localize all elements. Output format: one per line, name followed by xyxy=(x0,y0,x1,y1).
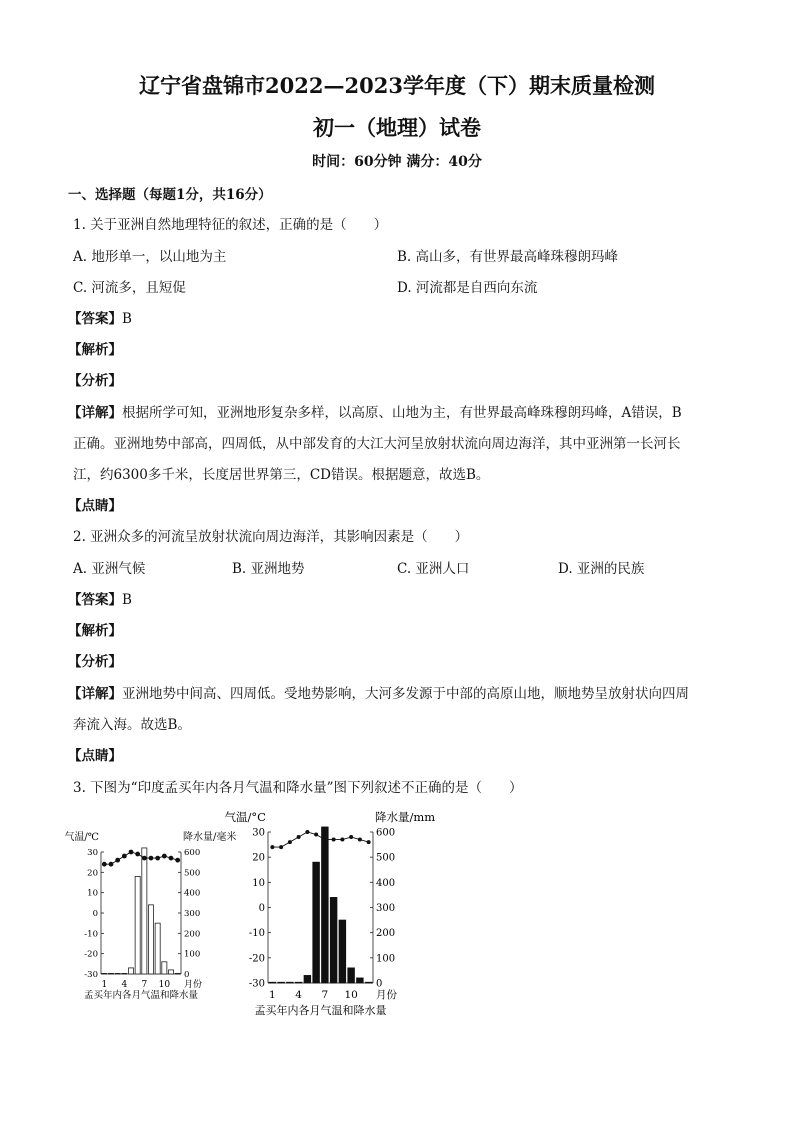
temp-tick-label: -20 xyxy=(248,953,265,965)
precip-tick-label: 200 xyxy=(184,929,201,940)
answer-value: B xyxy=(122,592,132,608)
precip-bar xyxy=(339,920,346,983)
precip-bar xyxy=(330,897,337,983)
precip-bar xyxy=(278,982,285,983)
x-axis-label: 月份 xyxy=(184,980,203,990)
precip-bar xyxy=(102,973,107,974)
precip-bar xyxy=(269,982,276,983)
x-tick-label: 10 xyxy=(344,989,358,1001)
temp-tick-label: -30 xyxy=(84,969,98,980)
precip-bar xyxy=(348,968,355,983)
question-1-stem: 1. 关于亚洲自然地理特征的叙述，正确的是（ ） xyxy=(73,217,388,233)
temperature-point xyxy=(349,835,353,839)
answer-tag: 【答案】 xyxy=(68,592,122,608)
precip-bar xyxy=(162,962,167,974)
detail-text: 根据所学可知，亚洲地形复杂多样，以高原、山地为主，有世界最高峰珠穆朗玛峰，A错误，B xyxy=(122,405,682,421)
precip-tick-label: 400 xyxy=(184,888,201,899)
temp-tick-label: -30 xyxy=(248,978,265,990)
temp-tick-label: -20 xyxy=(84,949,98,960)
detail-tag: 【详解】 xyxy=(68,686,122,702)
q1-fenxi: 【分析】 xyxy=(68,373,122,389)
temperature-point xyxy=(122,854,127,859)
x-tick-label: 4 xyxy=(295,989,302,1001)
precip-bar xyxy=(115,973,120,974)
q2-fenxi: 【分析】 xyxy=(68,654,122,670)
temp-tick-label: -10 xyxy=(84,929,98,940)
temperature-point xyxy=(162,854,167,859)
temp-tick-label: 30 xyxy=(252,827,265,839)
precip-bar xyxy=(295,982,302,983)
q2-option-d: D. 亚洲的民族 xyxy=(558,561,645,577)
precip-bar xyxy=(313,862,320,983)
q1-detail-line-2: 正确。亚洲地势中部高，四周低，从中部发育的大江大河呈放射状流向周边海洋，其中亚洲第一长河长 xyxy=(73,436,681,452)
precip-bar xyxy=(365,982,372,983)
precip-axis-label: 降水量/mm xyxy=(375,810,436,824)
q1-detail-line-3: 江，约6300多千米，长度居世界第三，CD错误。根据题意，故选B。 xyxy=(73,467,490,483)
q2-dianjing: 【点睛】 xyxy=(68,748,122,764)
temperature-line xyxy=(104,852,177,864)
question-3-stem: 3. 下图为“印度孟买年内各月气温和降水量”图下列叙述不正确的是（ ） xyxy=(73,780,523,796)
x-tick-label: 10 xyxy=(158,980,171,990)
temperature-point xyxy=(332,838,336,842)
temp-tick-label: 20 xyxy=(87,868,98,879)
temp-tick-label: -10 xyxy=(248,928,265,940)
temp-tick-label: 20 xyxy=(252,852,265,864)
temp-tick-label: 30 xyxy=(87,847,98,858)
precip-tick-label: 600 xyxy=(184,847,201,858)
precip-bar xyxy=(122,973,127,974)
temperature-point xyxy=(270,845,274,849)
x-tick-label: 1 xyxy=(101,980,108,990)
temperature-point xyxy=(175,858,180,863)
precip-tick-label: 400 xyxy=(376,877,396,889)
temperature-point xyxy=(102,862,107,867)
temperature-point xyxy=(109,862,114,867)
temperature-point xyxy=(367,840,371,844)
precip-bar xyxy=(357,978,364,983)
precip-bar xyxy=(148,905,153,974)
q1-option-a: A. 地形单一，以山地为主 xyxy=(73,249,227,265)
temperature-point xyxy=(358,838,362,842)
precip-tick-label: 0 xyxy=(376,978,383,990)
precip-tick-label: 100 xyxy=(184,949,201,960)
temperature-point xyxy=(340,838,344,842)
q2-option-c: C. 亚洲人口 xyxy=(397,561,470,577)
precip-tick-label: 300 xyxy=(184,908,201,919)
q1-jiexi: 【解析】 xyxy=(68,342,122,358)
precip-tick-label: 200 xyxy=(376,928,396,940)
temperature-point xyxy=(314,833,318,837)
q2-answer xyxy=(68,588,132,608)
temp-tick-label: 0 xyxy=(92,908,98,919)
x-tick-label: 7 xyxy=(141,980,148,990)
chart-title: 孟买年内各月气温和降水量 xyxy=(254,1004,387,1017)
precip-bar xyxy=(108,973,113,974)
temperature-point xyxy=(288,840,292,844)
question-2-stem: 2. 亚洲众多的河流呈放射状流向周边海洋，其影响因素是（ ） xyxy=(73,529,469,545)
page-title: 辽宁省盘锦市2022—2023学年度（下）期末质量检测 xyxy=(139,73,655,98)
q1-option-d: D. 河流都是自西向东流 xyxy=(397,280,538,296)
temperature-point xyxy=(305,830,309,834)
detail-tag: 【详解】 xyxy=(68,405,122,421)
precip-tick-label: 500 xyxy=(184,868,201,879)
temperature-point xyxy=(142,856,147,861)
temperature-point xyxy=(155,856,160,861)
q1-detail-line-1 xyxy=(68,401,682,421)
q1-answer xyxy=(68,307,132,327)
q2-jiexi: 【解析】 xyxy=(68,623,122,639)
temp-tick-label: 10 xyxy=(87,888,98,899)
q2-option-b: B. 亚洲地势 xyxy=(232,561,305,577)
precip-tick-label: 100 xyxy=(376,953,396,965)
time-info: 时间：60分钟 满分：40分 xyxy=(312,154,482,170)
temperature-point xyxy=(297,835,301,839)
precip-tick-label: 0 xyxy=(184,969,190,980)
temperature-line xyxy=(272,832,368,847)
temperature-point xyxy=(115,858,120,863)
precip-axis-label: 降水量/毫米 xyxy=(183,832,237,843)
chart-title: 孟买年内各月气温和降水量 xyxy=(83,990,199,1001)
temperature-point xyxy=(135,852,140,857)
precip-tick-label: 300 xyxy=(376,903,396,914)
x-axis-label: 月份 xyxy=(376,989,397,1001)
x-tick-label: 4 xyxy=(121,980,128,990)
q2-detail-line-2: 奔流入海。故选B。 xyxy=(73,717,191,733)
precip-bar xyxy=(304,975,311,983)
precip-bar xyxy=(135,876,140,974)
q1-dianjing: 【点睛】 xyxy=(68,498,122,514)
temperature-point xyxy=(279,845,283,849)
temperature-point xyxy=(129,850,134,855)
temp-tick-label: 0 xyxy=(258,903,265,914)
temperature-point xyxy=(323,838,327,842)
temperature-point xyxy=(149,856,154,861)
answer-tag: 【答案】 xyxy=(68,311,122,327)
precip-bar xyxy=(155,923,160,974)
climate-chart-left xyxy=(64,828,237,1008)
x-tick-label: 1 xyxy=(269,989,276,1001)
precip-bar xyxy=(287,982,294,983)
precip-bar xyxy=(128,968,133,974)
q2-detail-line-1 xyxy=(68,682,689,702)
precip-bar xyxy=(168,970,173,974)
climate-chart-right xyxy=(224,805,438,1020)
page-subtitle: 初一（地理）试卷 xyxy=(313,115,481,140)
temperature-point xyxy=(169,856,174,861)
q1-option-c: C. 河流多，且短促 xyxy=(73,280,186,296)
precip-tick-label: 500 xyxy=(376,852,396,864)
temp-axis-label: 气温/°C xyxy=(224,810,266,824)
section-heading: 一、选择题（每题1分，共16分） xyxy=(68,187,272,203)
precip-bar xyxy=(142,848,147,974)
q1-option-b: B. 高山多，有世界最高峰珠穆朗玛峰 xyxy=(397,249,619,265)
answer-value: B xyxy=(122,311,132,327)
precip-bar xyxy=(175,973,180,974)
precip-bar xyxy=(322,827,329,983)
x-tick-label: 7 xyxy=(321,989,329,1001)
temp-tick-label: 10 xyxy=(252,877,265,889)
q2-option-a: A. 亚洲气候 xyxy=(73,561,146,577)
temp-axis-label: 气温/℃ xyxy=(64,832,99,843)
precip-tick-label: 600 xyxy=(376,827,396,839)
detail-text: 亚洲地势中间高、四周低。受地势影响，大河多发源于中部的高原山地，顺地势呈放射状向四周 xyxy=(122,686,689,702)
